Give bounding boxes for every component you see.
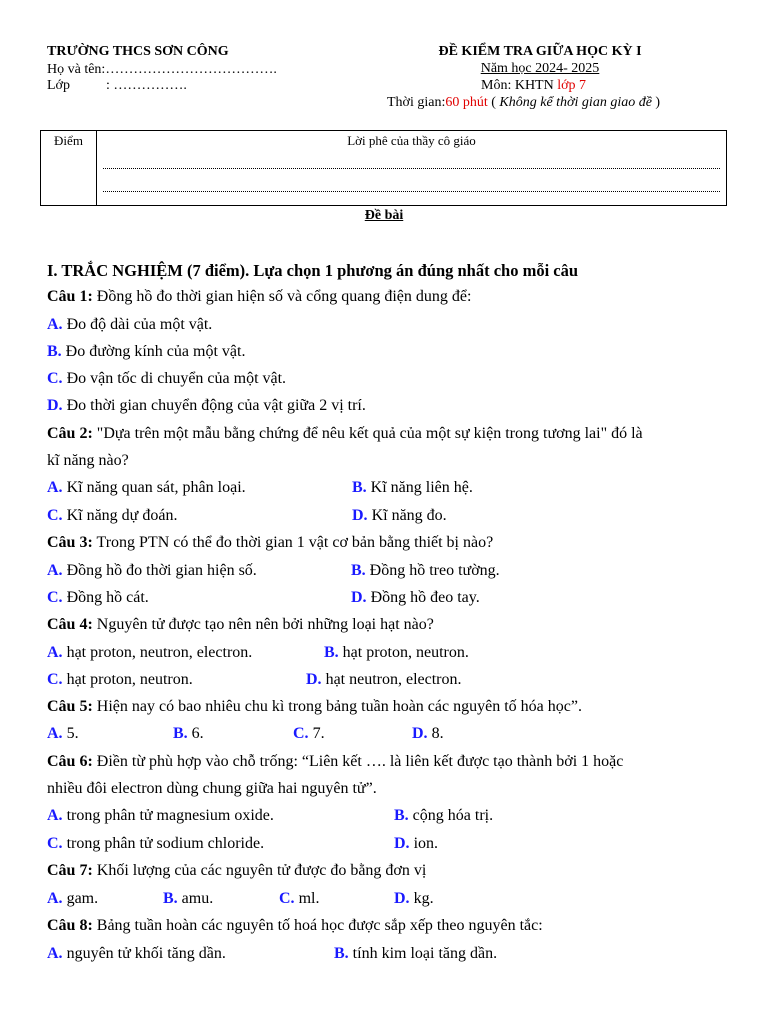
option-letter: C. [47,370,63,387]
option-letter: B. [47,343,62,360]
option-text: Đồng hồ đeo tay. [370,589,480,606]
option-text: hạt proton, neutron. [342,644,469,661]
part1-title: I. TRẮC NGHIỆM (7 điểm). Lựa chọn 1 phương án đúng nhất cho mỗi câu [47,261,579,280]
q3-text: Trong PTN có thể đo thời gian 1 vật cơ bản bằng thiết bị nào? [92,534,494,551]
q4-option-b [324,644,469,662]
q1-option-b [47,343,245,361]
q5-option-b [173,725,204,743]
school-year: Năm học 2024- 2025 [480,61,600,76]
q2-option-c [47,507,177,525]
option-letter: A. [47,725,63,742]
option-text: 6. [191,725,204,742]
subject-prefix: Môn: KHTN [481,78,558,93]
option-text: cộng hóa trị. [412,807,494,824]
q4-number: Câu 4: [47,616,93,633]
option-text: ml. [298,890,320,907]
q8-text: Bảng tuần hoàn các nguyên tố hoá học được sắp xếp theo nguyên tắc: [92,917,543,934]
option-letter: C. [47,835,63,852]
q5-text: Hiện nay có bao nhiêu chu kì trong bảng tuần hoàn các nguyên tố hóa học”. [92,698,582,715]
q6-number: Câu 6: [47,753,93,770]
option-text: Đo thời gian chuyển động của vật giữa 2 vị trí. [66,397,366,414]
option-text: hạt proton, neutron. [66,671,193,688]
q7-text: Khối lượng của các nguyên tử được đo bằng đơn vị [92,862,427,879]
time-note-close: ) [651,95,661,110]
class-label: Lớp [47,78,70,93]
option-letter: B. [352,479,367,496]
q7-number: Câu 7: [47,862,93,879]
option-letter: A. [47,890,63,907]
q6-stem [47,753,623,771]
option-letter: B. [351,562,366,579]
time-note-open: ( [487,95,500,110]
remark-label: Lời phê của thầy cô giáo [347,133,476,148]
option-text: nguyên tử khối tăng dần. [66,945,226,962]
q6-option-c [47,835,264,853]
q7-stem [47,862,426,880]
option-letter: D. [351,589,367,606]
q3-number: Câu 3: [47,534,93,551]
exam-title: ĐỀ KIỂM TRA GIỮA HỌC KỲ I [438,44,642,59]
option-letter: B. [394,807,409,824]
option-letter: C. [293,725,309,742]
option-text: trong phân tử sodium chloride. [66,835,265,852]
option-letter: B. [173,725,188,742]
q8-number: Câu 8: [47,917,93,934]
option-text: hạt proton, neutron, electron. [66,644,253,661]
remark-dotted-line-1 [103,154,720,169]
option-text: Đồng hồ cát. [66,589,149,606]
q6-option-a [47,807,274,825]
q1-option-c [47,370,286,388]
option-text: Đo đường kính của một vật. [65,343,246,360]
time-note: Không kể thời gian giao đề [499,95,652,110]
q6-option-d [394,835,438,853]
q3-option-a [47,562,257,580]
option-text: Đồng hồ treo tường. [369,562,500,579]
q8-option-b [334,945,497,963]
time-prefix: Thời gian: [387,95,446,110]
option-letter: B. [334,945,349,962]
option-text: 7. [312,725,325,742]
option-letter: A. [47,807,63,824]
option-letter: D. [306,671,322,688]
q7-option-d [394,890,434,908]
student-name-line: Họ và tên:………………………………. [47,62,277,77]
q4-option-a [47,644,252,662]
option-text: Đồng hồ đo thời gian hiện số. [66,562,257,579]
option-text: kg. [413,890,434,907]
option-letter: B. [324,644,339,661]
option-letter: D. [412,725,428,742]
option-text: gam. [66,890,99,907]
option-text: hạt neutron, electron. [325,671,462,688]
q1-text: Đồng hồ đo thời gian hiện số và cổng quang điện dung để: [92,288,472,305]
q6-text: Điền từ phù hợp vào chỗ trống: “Liên kết …. là liên kết được tạo thành bởi 1 hoặc [92,753,624,770]
option-text: 8. [431,725,444,742]
score-label: Điểm [54,133,83,148]
option-letter: C. [47,507,63,524]
option-letter: A. [47,479,63,496]
class-line: : ……………. [106,78,187,93]
section-heading: Đề bài [364,208,404,223]
option-letter: B. [163,890,178,907]
q1-number: Câu 1: [47,288,93,305]
subject-line [481,78,586,94]
option-text: 5. [66,725,79,742]
q6-stem-cont: nhiều đôi electron dùng chung giữa hai nguyên tử”. [47,780,377,797]
q1-option-d [47,397,366,415]
q5-option-a [47,725,79,743]
q1-stem [47,288,471,306]
option-text: trong phân tử magnesium oxide. [66,807,274,824]
q2-stem [47,425,643,443]
option-text: Đo vận tốc di chuyển của một vật. [66,370,287,387]
q4-text: Nguyên tử được tạo nên nên bởi những loại hạt nào? [92,616,434,633]
option-text: Kĩ năng đo. [371,507,447,524]
q2-option-d [352,507,447,525]
q2-text: "Dựa trên một mẫu bằng chứng để nêu kết quả của một sự kiện trong tương lai" đó là [92,425,643,442]
q2-option-a [47,479,246,497]
option-letter: C. [47,671,63,688]
option-letter: C. [279,890,295,907]
option-letter: A. [47,562,63,579]
q4-option-c [47,671,193,689]
q5-stem [47,698,582,716]
time-value: 60 phút [445,95,488,110]
q5-option-d [412,725,444,743]
q2-stem-cont: kĩ năng nào? [47,452,129,469]
q3-option-b [351,562,500,580]
option-letter: D. [352,507,368,524]
time-line [387,95,660,111]
option-letter: A. [47,945,63,962]
q7-option-c [279,890,319,908]
school-name: TRƯỜNG THCS SƠN CÔNG [47,44,229,59]
option-letter: A. [47,644,63,661]
option-text: tính kim loại tăng dần. [352,945,498,962]
score-comment-box [40,130,727,206]
option-text: Đo độ dài của một vật. [66,316,213,333]
q4-stem [47,616,434,634]
q7-option-a [47,890,98,908]
q3-option-c [47,589,149,607]
option-text: Kĩ năng dự đoán. [66,507,178,524]
option-text: Kĩ năng quan sát, phân loại. [66,479,246,496]
q1-option-a [47,316,212,334]
subject-grade: lớp 7 [557,78,587,93]
option-letter: D. [394,890,410,907]
option-text: ion. [413,835,439,852]
q5-number: Câu 5: [47,698,93,715]
q8-stem [47,917,543,935]
q2-number: Câu 2: [47,425,93,442]
q5-option-c [293,725,325,743]
q8-option-a [47,945,226,963]
q2-option-b [352,479,473,497]
option-letter: D. [394,835,410,852]
q7-option-b [163,890,213,908]
remark-dotted-line-2 [103,177,720,192]
option-text: Kĩ năng liên hệ. [370,479,473,496]
q3-option-d [351,589,480,607]
option-letter: C. [47,589,63,606]
option-text: amu. [181,890,214,907]
q6-option-b [394,807,493,825]
option-letter: A. [47,316,63,333]
option-letter: D. [47,397,63,414]
q3-stem [47,534,493,552]
q4-option-d [306,671,462,689]
